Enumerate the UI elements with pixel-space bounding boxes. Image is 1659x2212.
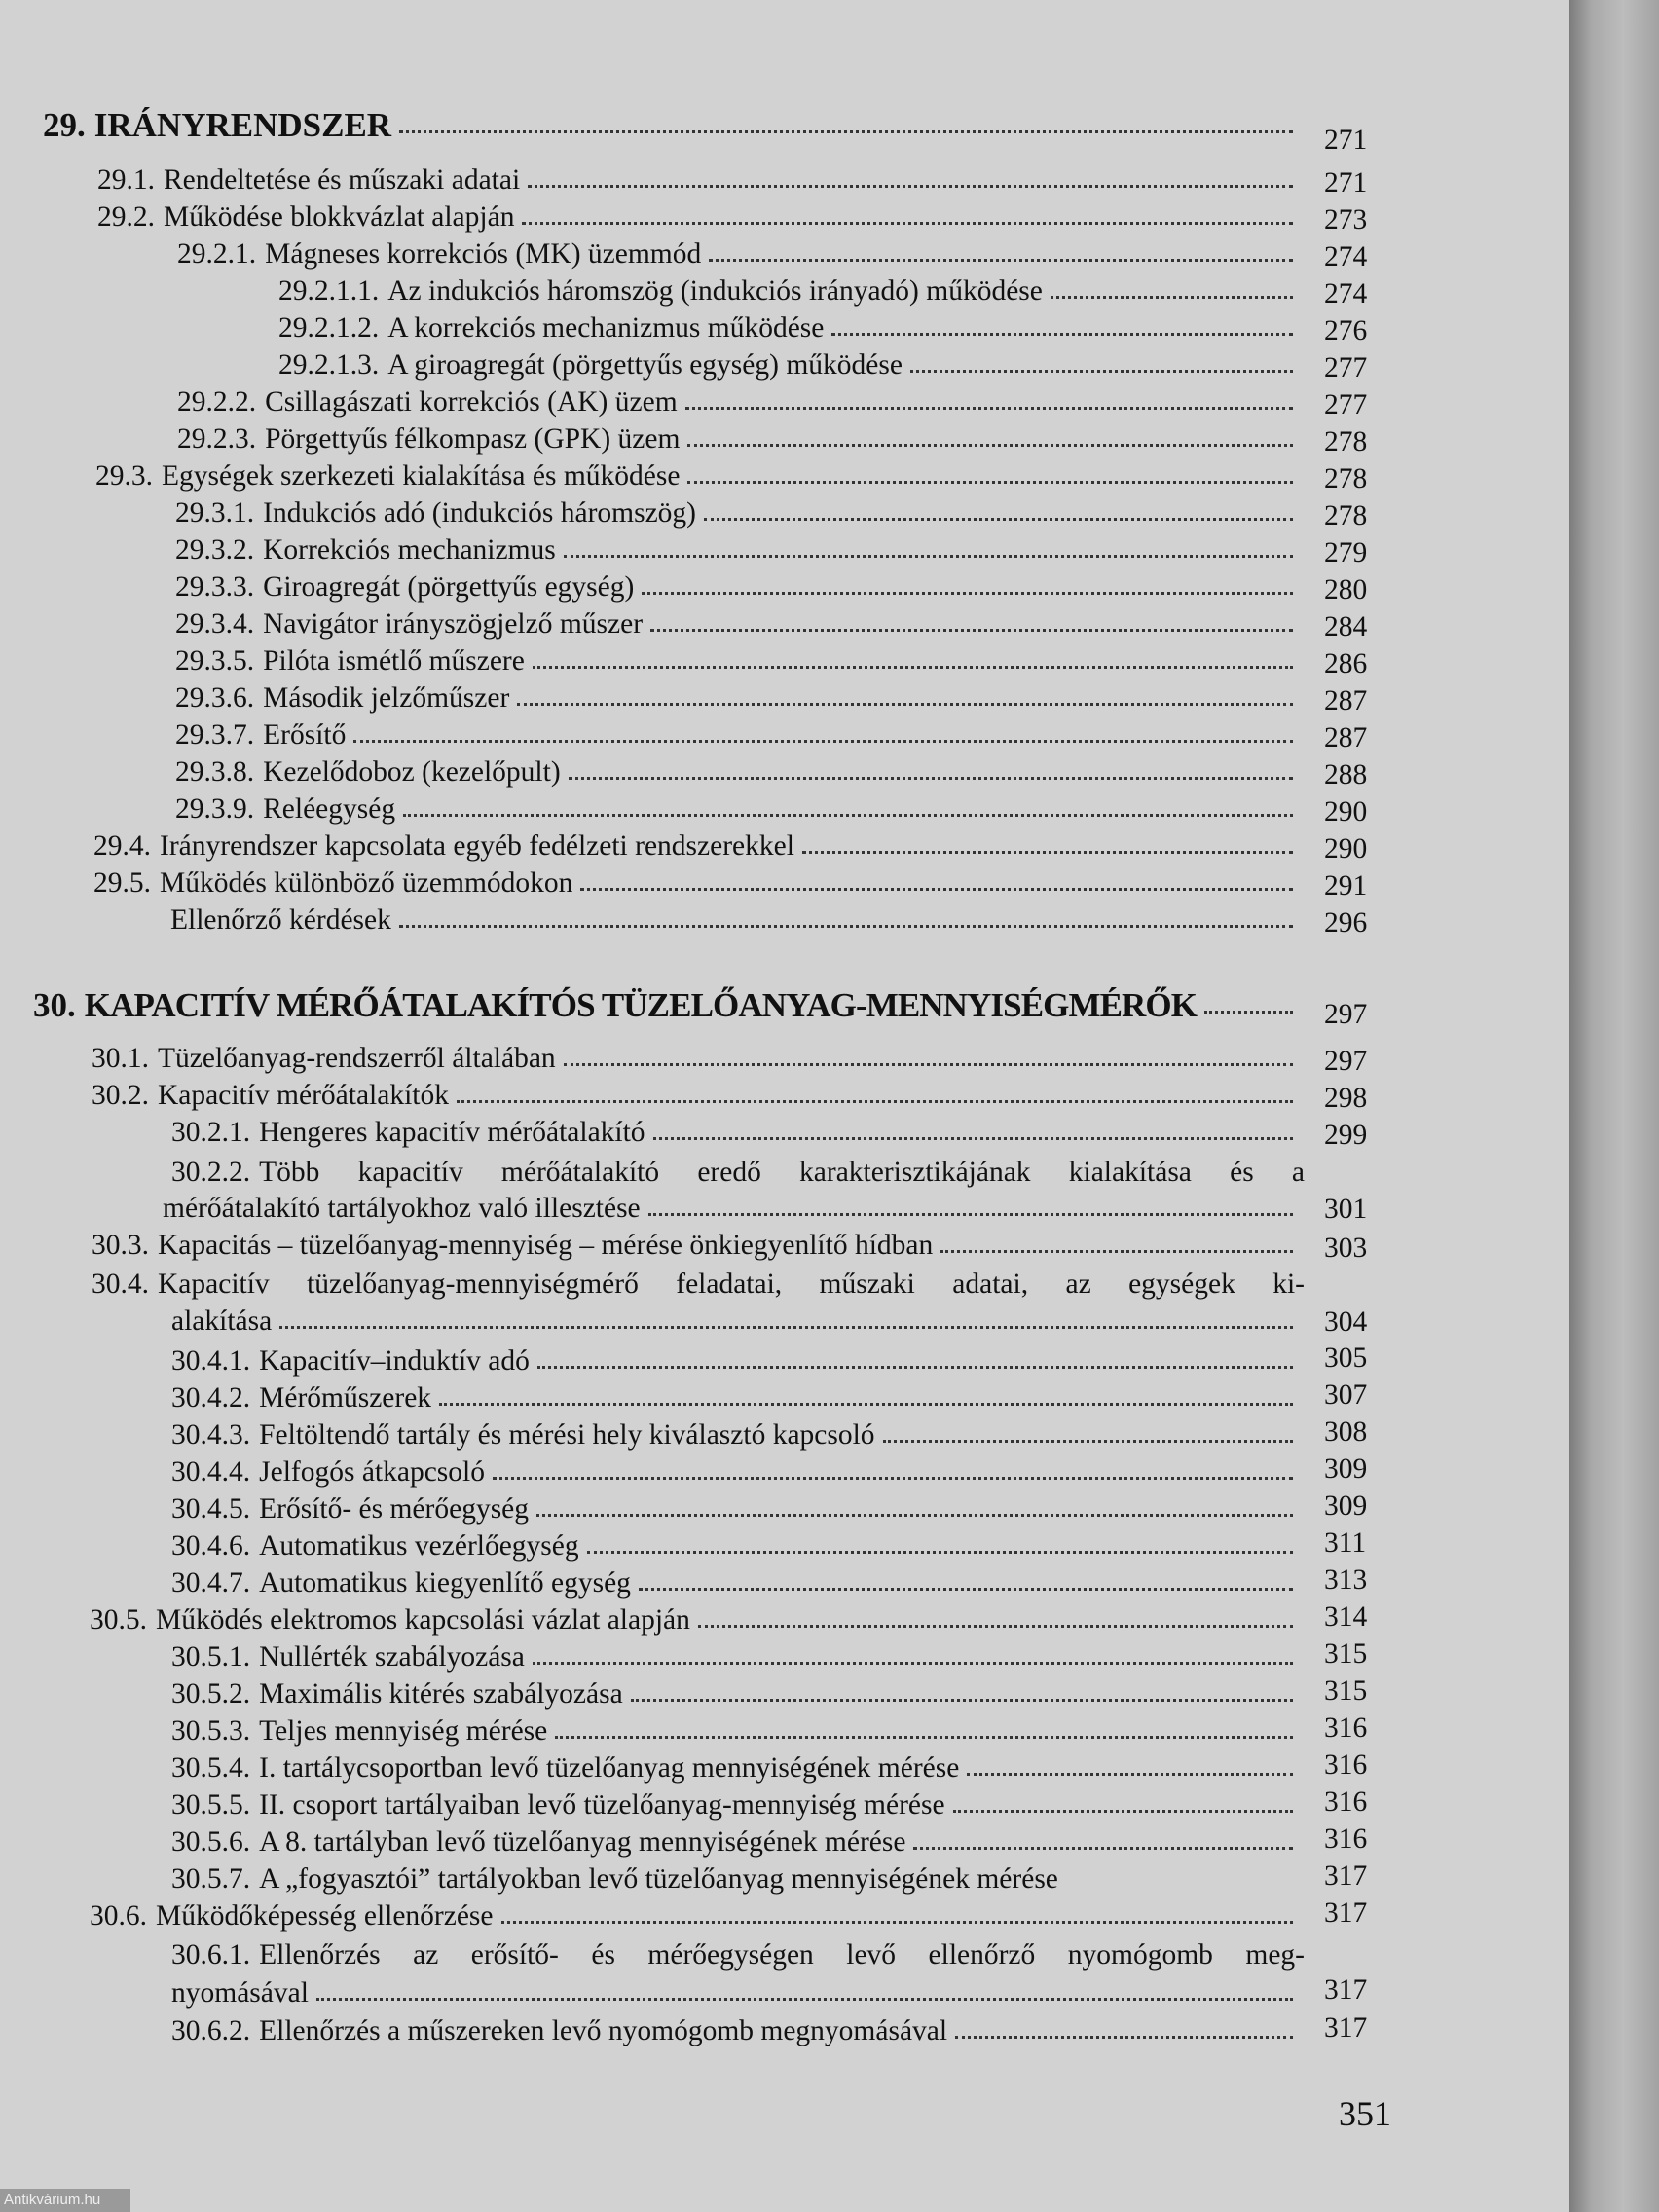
entry-number: 29.3.8.: [175, 756, 255, 788]
entry-page: 316: [1324, 1713, 1368, 1744]
entry-number: 29.3.: [95, 461, 153, 492]
entry-title: Korrekciós mechanizmus: [263, 535, 556, 566]
toc-entry: [175, 682, 1299, 715]
entry-page: 314: [1324, 1602, 1368, 1633]
entry-number: 29.3.6.: [175, 682, 255, 714]
dot-leader: [704, 518, 1293, 521]
entry-page: 286: [1324, 648, 1368, 680]
entry-page: 317: [1324, 1861, 1368, 1892]
entry-page: 297: [1324, 999, 1368, 1030]
entry-number: 29.3.3.: [175, 571, 255, 603]
entry-number: 30.6.: [90, 1900, 147, 1932]
entry-page: 278: [1324, 500, 1368, 532]
entry-number: 30.5.: [90, 1604, 147, 1636]
entry-title: Giroagregát (pörgettyűs egység): [263, 571, 635, 603]
entry-title: IRÁNYRENDSZER: [93, 106, 392, 144]
entry-page: 299: [1324, 1120, 1368, 1151]
dot-leader: [687, 481, 1293, 484]
dot-leader: [910, 370, 1293, 373]
entry-number: 29.5.: [93, 867, 151, 899]
dot-leader: [493, 1477, 1293, 1480]
toc-entry: [175, 645, 1299, 678]
entry-title: Több kapacitív mérőátalakító eredő karakterisztikájának kialakítása és a: [259, 1157, 1305, 1188]
toc-entry: [33, 986, 1299, 1024]
entry-page: 280: [1324, 574, 1368, 606]
toc-entry: [177, 238, 1299, 271]
entry-page: 271: [1324, 167, 1368, 199]
entry-title: Működés elektromos kapcsolási vázlat alapján: [156, 1604, 690, 1636]
entry-page: 290: [1324, 796, 1368, 828]
page-gutter: [1569, 0, 1659, 2212]
entry-title: Mágneses korrekciós (MK) üzemmód: [265, 239, 702, 270]
dot-leader: [580, 888, 1293, 891]
entry-number: 30.4.1.: [171, 1346, 251, 1377]
entry-title: Kapacitás – tüzelőanyag-mennyiség – mérése önkiegyenlítő hídban: [158, 1230, 934, 1261]
entry-number: 30.4.2.: [171, 1382, 251, 1414]
toc-entry: [171, 1345, 1299, 1378]
toc-entry: [171, 1677, 1299, 1711]
dot-leader: [953, 1810, 1293, 1813]
toc-entry: [175, 793, 1299, 826]
entry-number: 29.3.5.: [175, 645, 255, 677]
entry-page: 274: [1324, 241, 1368, 273]
entry-title: Ellenőrzés a műszereken levő nyomógomb megnyomásával: [259, 2015, 948, 2046]
entry-title: Pilóta ismétlő műszere: [263, 645, 525, 677]
dot-leader: [403, 814, 1293, 817]
dot-leader: [439, 1403, 1293, 1406]
dot-leader: [913, 1847, 1293, 1850]
entry-title: Hengeres kapacitív mérőátalakító: [259, 1117, 645, 1148]
entry-number: 30.5.3.: [171, 1715, 251, 1747]
dot-leader: [457, 1100, 1293, 1103]
toc-entry: [92, 1079, 1299, 1112]
dot-leader: [587, 1551, 1293, 1554]
toc-entry: [278, 275, 1299, 308]
entry-page: 301: [1324, 1194, 1368, 1225]
entry-page: 298: [1324, 1083, 1368, 1114]
watermark: Antikvárium.hu: [0, 2189, 130, 2212]
entry-number: 30.5.1.: [171, 1641, 251, 1673]
entry-page: 308: [1324, 1417, 1368, 1448]
entry-number: 30.5.6.: [171, 1826, 251, 1858]
entry-page: 290: [1324, 833, 1368, 865]
dot-leader: [316, 1998, 1293, 2001]
entry-number: 30.5.7.: [171, 1863, 251, 1895]
toc-entry: [171, 1156, 1305, 1189]
entry-number: 29.2.1.3.: [278, 350, 380, 381]
toc-entry-continuation: [171, 1976, 1299, 2009]
entry-title: Az indukciós háromszög (indukciós irányadó) működése: [387, 276, 1043, 307]
entry-page: 273: [1324, 204, 1368, 236]
entry-number: 29.2.1.: [177, 239, 257, 270]
entry-page: 317: [1324, 1974, 1368, 2006]
toc-entry: [90, 1604, 1299, 1637]
dot-leader: [631, 1699, 1293, 1702]
dot-leader: [883, 1440, 1293, 1443]
entry-title: Kezelődoboz (kezelőpult): [263, 756, 561, 788]
toc-entry: [92, 1229, 1299, 1262]
toc-entry: [177, 386, 1299, 419]
dot-leader: [555, 1736, 1293, 1739]
toc-entry: [171, 1530, 1299, 1563]
entry-page: 316: [1324, 1750, 1368, 1781]
toc-entry: [171, 1788, 1299, 1822]
entry-page: 315: [1324, 1639, 1368, 1670]
entry-title-continued: alakítása: [171, 1306, 273, 1337]
entry-title: A korrekciós mechanizmus működése: [387, 313, 825, 344]
entry-title-continued: nyomásával: [171, 1977, 309, 2009]
entry-title: Kapacitív mérőátalakítók: [158, 1080, 449, 1111]
entry-title: Erősítő- és mérőegység: [259, 1493, 530, 1525]
dot-leader: [650, 629, 1293, 632]
entry-page: 313: [1324, 1565, 1368, 1596]
entry-page: 277: [1324, 352, 1368, 384]
entry-page: 304: [1324, 1307, 1368, 1338]
entry-title: Pörgettyűs félkompasz (GPK) üzem: [265, 424, 681, 455]
toc-entry: [175, 571, 1299, 604]
entry-title: Automatikus vezérlőegység: [259, 1530, 579, 1562]
toc-entry: [171, 1116, 1299, 1149]
entry-title: Ellenőrző kérdések: [170, 904, 391, 936]
entry-number: 30.1.: [92, 1043, 149, 1074]
entry-page: 271: [1324, 125, 1368, 156]
entry-page: 317: [1324, 1898, 1368, 1929]
entry-number: 30.4.3.: [171, 1419, 251, 1451]
entry-title: Kapacitív tüzelőanyag-mennyiségmérő feladatai, műszaki adatai, az egységek ki-: [158, 1269, 1305, 1300]
dot-leader: [533, 1662, 1293, 1665]
dot-leader: [564, 555, 1293, 558]
entry-title-continued: mérőátalakító tartályokhoz való illesztése: [163, 1193, 641, 1224]
entry-page: 305: [1324, 1343, 1368, 1374]
toc-entry: [175, 497, 1299, 530]
entry-title: Erősítő: [263, 719, 347, 751]
dot-leader: [698, 1625, 1293, 1628]
dot-leader: [1051, 296, 1293, 299]
toc-entry: [171, 1493, 1299, 1526]
dot-leader: [399, 925, 1293, 928]
toc-entry: [95, 460, 1299, 493]
dot-leader: [569, 777, 1293, 780]
entry-title: Maximális kitérés szabályozása: [259, 1678, 623, 1710]
dot-leader: [955, 2036, 1293, 2039]
entry-title: Nullérték szabályozása: [259, 1641, 525, 1673]
dot-leader: [940, 1250, 1293, 1253]
entry-page: 309: [1324, 1491, 1368, 1522]
toc-entry: [278, 349, 1299, 382]
toc-entry: [43, 106, 1299, 144]
entry-page: 287: [1324, 685, 1368, 717]
entry-page: 311: [1324, 1528, 1367, 1559]
toc-entry: [171, 1751, 1299, 1785]
entry-title: Működés különböző üzemmódokon: [160, 867, 573, 899]
entry-title: Navigátor irányszögjelző műszer: [263, 608, 644, 640]
entry-title: Feltöltendő tartály és mérési hely kiválasztó kapcsoló: [259, 1419, 875, 1451]
toc-entry: [171, 1456, 1299, 1489]
entry-title: Második jelzőműszer: [263, 682, 510, 714]
entry-number: 30.: [33, 986, 76, 1024]
entry-page: 315: [1324, 1676, 1368, 1707]
dot-leader: [687, 444, 1293, 447]
entry-number: 30.4.6.: [171, 1530, 251, 1562]
entry-number: 29.2.2.: [177, 387, 257, 418]
entry-page: 279: [1324, 537, 1368, 569]
entry-title: I. tartálycsoportban levő tüzelőanyag mennyiségének mérése: [259, 1752, 960, 1784]
dot-leader: [639, 1588, 1293, 1591]
entry-title: Mérőműszerek: [259, 1382, 432, 1414]
toc-entry: [90, 1899, 1299, 1933]
toc-entry: [175, 756, 1299, 789]
dot-leader: [501, 1921, 1293, 1924]
dot-leader: [642, 592, 1293, 595]
entry-page: 297: [1324, 1046, 1368, 1077]
entry-page: 278: [1324, 426, 1368, 458]
entry-number: 30.4.5.: [171, 1493, 251, 1525]
entry-title: Tüzelőanyag-rendszerről általában: [158, 1043, 556, 1074]
entry-title: KAPACITÍV MÉRŐÁTALAKÍTÓS TÜZELŐANYAG-MENNYISÉGMÉRŐK: [84, 986, 1198, 1024]
entry-number: 29.3.1.: [175, 498, 255, 529]
toc-entry: [92, 1042, 1299, 1075]
entry-page: 309: [1324, 1454, 1368, 1485]
toc-entry: [177, 423, 1299, 456]
entry-page: 316: [1324, 1787, 1368, 1818]
entry-page: 274: [1324, 278, 1368, 310]
entry-number: 29.2.1.1.: [278, 276, 380, 307]
entry-number: 30.3.: [92, 1230, 149, 1261]
entry-title: Kapacitív–induktív adó: [259, 1346, 530, 1377]
dot-leader: [536, 1514, 1293, 1517]
entry-number: 30.5.2.: [171, 1678, 251, 1710]
entry-title: Automatikus kiegyenlítő egység: [259, 1567, 631, 1599]
entry-page: 287: [1324, 722, 1368, 754]
toc-entry: [278, 312, 1299, 345]
dot-leader: [685, 407, 1293, 410]
dot-leader: [399, 130, 1293, 133]
toc-entry: [171, 1382, 1299, 1415]
entry-title: Működése blokkvázlat alapján: [164, 202, 515, 233]
entry-page: 291: [1324, 870, 1368, 902]
entry-title: Csillagászati korrekciós (AK) üzem: [265, 387, 678, 418]
toc-entry: [171, 1938, 1305, 1972]
entry-number: 30.6.2.: [171, 2015, 251, 2046]
dot-leader: [564, 1063, 1293, 1066]
entry-page: 277: [1324, 389, 1368, 421]
entry-page: 288: [1324, 759, 1368, 791]
entry-number: 29.2.: [97, 202, 155, 233]
entry-number: 30.5.4.: [171, 1752, 251, 1784]
entry-page: 303: [1324, 1233, 1368, 1264]
toc-entry: [171, 1862, 1299, 1896]
toc-entry: [175, 608, 1299, 641]
entry-title: Rendeltetése és műszaki adatai: [164, 165, 521, 196]
dot-leader: [353, 740, 1293, 743]
dot-leader: [517, 703, 1293, 706]
dot-leader: [653, 1137, 1293, 1140]
dot-leader: [533, 666, 1293, 669]
entry-number: 30.2.2.: [171, 1157, 251, 1188]
entry-title: Jelfogós átkapcsoló: [259, 1456, 485, 1488]
entry-number: 29.: [43, 106, 86, 144]
toc-entry: [171, 1641, 1299, 1674]
entry-page: 307: [1324, 1380, 1368, 1411]
toc-entry: [93, 830, 1299, 863]
entry-number: 29.1.: [97, 165, 155, 196]
toc-entry-continuation: [171, 1305, 1299, 1338]
toc-entry: [97, 201, 1299, 234]
entry-number: 30.2.1.: [171, 1117, 251, 1148]
entry-title: II. csoport tartályaiban levő tüzelőanyag-mennyiség mérése: [259, 1789, 945, 1821]
toc-entry: [92, 1268, 1305, 1301]
entry-page: 316: [1324, 1824, 1368, 1855]
entry-number: 30.5.5.: [171, 1789, 251, 1821]
dot-leader: [522, 222, 1293, 225]
entry-number: 29.3.2.: [175, 535, 255, 566]
toc-entry: [171, 1419, 1299, 1452]
entry-title: A „fogyasztói” tartályokban levő tüzelőanyag mennyiségének mérése: [259, 1863, 1058, 1895]
entry-number: 30.2.: [92, 1080, 149, 1111]
entry-title: A giroagregát (pörgettyűs egység) működése: [387, 350, 903, 381]
entry-page: 317: [1324, 2012, 1368, 2044]
dot-leader: [709, 259, 1293, 262]
toc-entry: [171, 2014, 1299, 2047]
entry-number: 29.4.: [93, 830, 151, 862]
dot-leader: [537, 1366, 1293, 1369]
entry-page: 278: [1324, 463, 1368, 495]
toc-entry: [93, 866, 1299, 900]
toc-entry: [171, 1825, 1299, 1859]
toc-entry: [175, 719, 1299, 752]
entry-title: Indukciós adó (indukciós háromszög): [263, 498, 696, 529]
dot-leader: [967, 1773, 1293, 1776]
dot-leader: [279, 1326, 1293, 1329]
entry-number: 30.4.4.: [171, 1456, 251, 1488]
dot-leader: [528, 185, 1293, 188]
toc-entry: [175, 534, 1299, 567]
entry-title: Működőképesség ellenőrzése: [156, 1900, 494, 1932]
entry-number: 29.2.1.2.: [278, 313, 380, 344]
toc-entry-continuation: [163, 1192, 1299, 1225]
entry-number: 29.2.3.: [177, 424, 257, 455]
entry-number: 30.4.7.: [171, 1567, 251, 1599]
entry-page: 276: [1324, 315, 1368, 347]
toc-entry: [162, 903, 1299, 937]
entry-title: Egységek szerkezeti kialakítása és működése: [162, 461, 681, 492]
entry-title: Reléegység: [263, 793, 396, 825]
entry-number: 30.6.1.: [171, 1939, 251, 1971]
entry-number: 29.3.4.: [175, 608, 255, 640]
toc-entry: [97, 164, 1299, 197]
entry-number: 29.3.9.: [175, 793, 255, 825]
entry-title: A 8. tartályban levő tüzelőanyag mennyiségének mérése: [259, 1826, 906, 1858]
dot-leader: [648, 1213, 1293, 1216]
dot-leader: [831, 333, 1293, 336]
entry-title: Irányrendszer kapcsolata egyéb fedélzeti rendszerekkel: [160, 830, 794, 862]
toc-entry: [171, 1567, 1299, 1600]
entry-number: 29.3.7.: [175, 719, 255, 751]
entry-title: Teljes mennyiség mérése: [259, 1715, 548, 1747]
entry-page: 284: [1324, 611, 1368, 643]
dot-leader: [802, 851, 1293, 854]
entry-number: 30.4.: [92, 1269, 149, 1300]
dot-leader: [1204, 1011, 1293, 1014]
toc-entry: [171, 1714, 1299, 1748]
entry-page: 296: [1324, 907, 1368, 939]
page-number: 351: [1339, 2094, 1391, 2133]
entry-title: Ellenőrzés az erősítő- és mérőegységen levő ellenőrző nyomógomb meg-: [259, 1939, 1305, 1971]
